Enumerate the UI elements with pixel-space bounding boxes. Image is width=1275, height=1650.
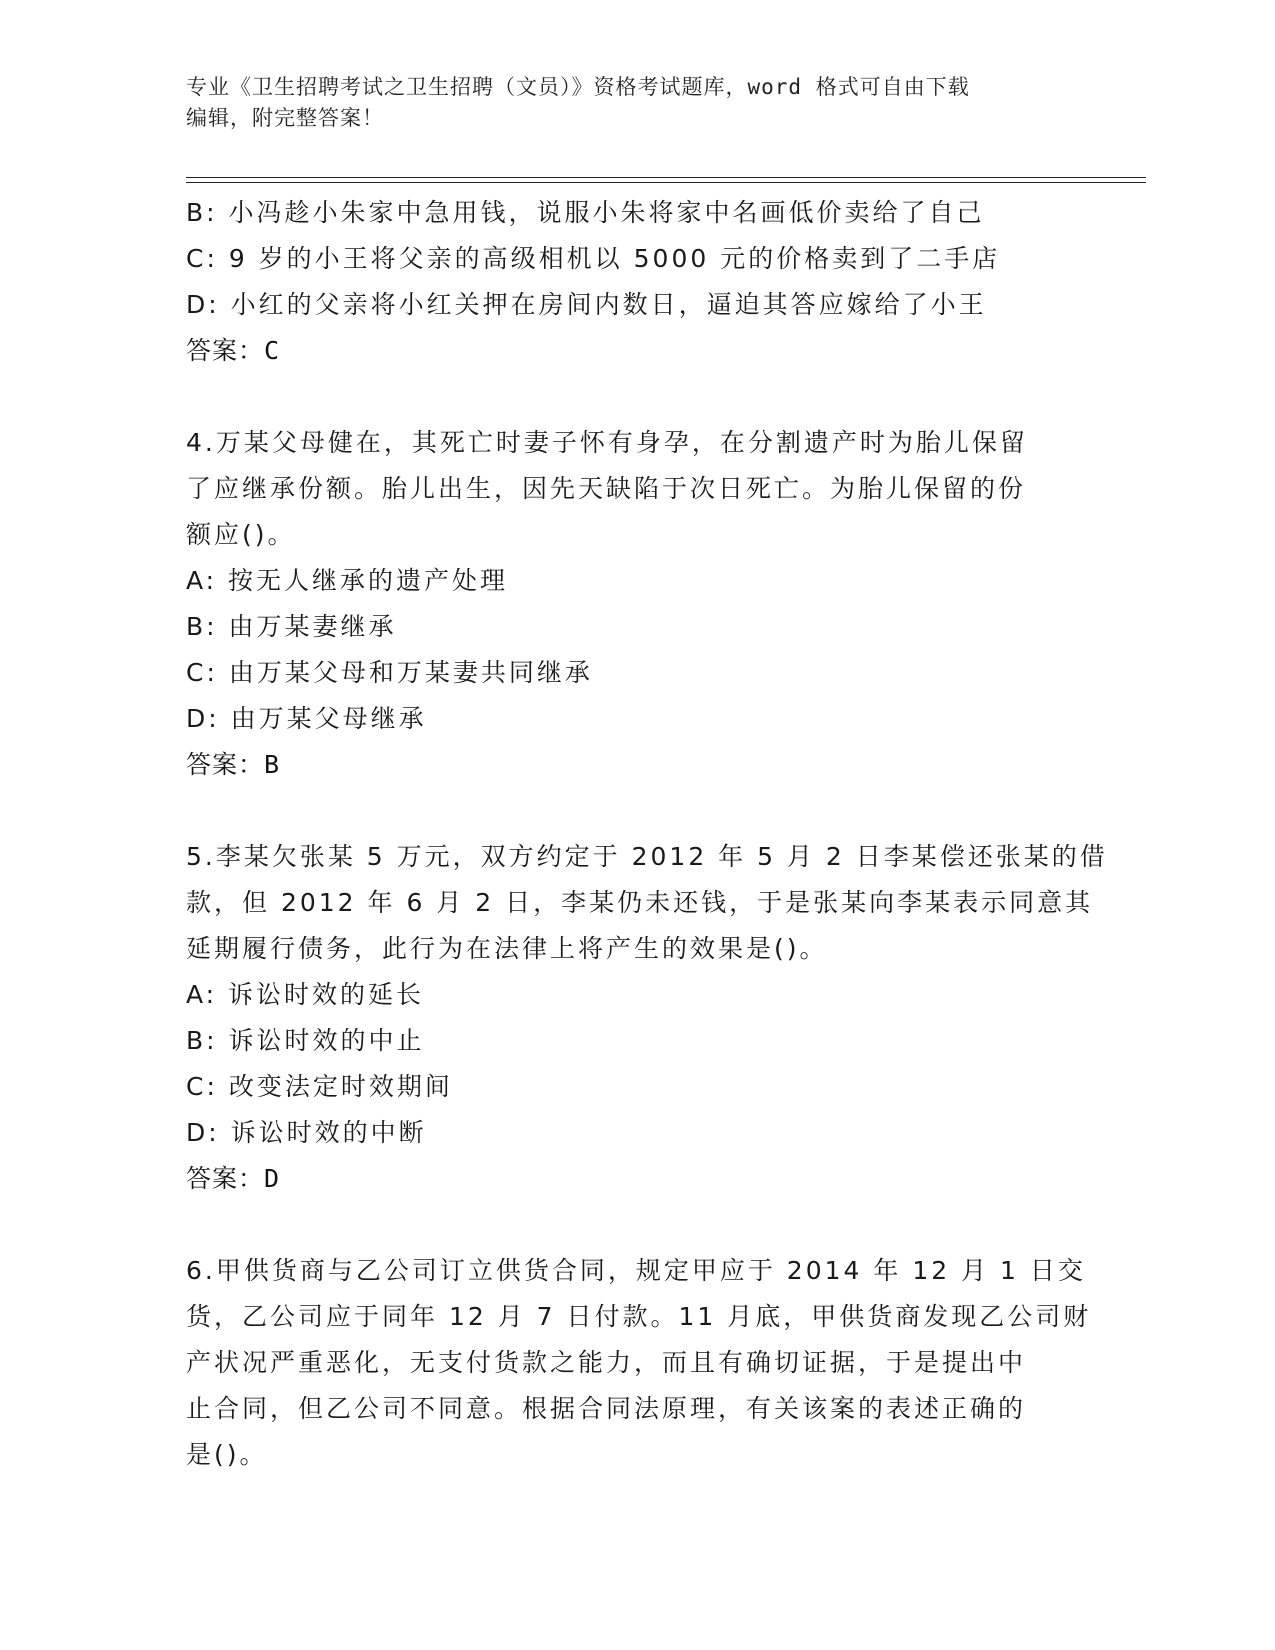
document-header	[186, 72, 1086, 134]
spacer	[186, 788, 1066, 834]
q3-option-d: D: 小红的父亲将小红关押在房间内数日，逼迫其答应嫁给了小王	[186, 290, 987, 319]
question-6	[186, 1248, 1092, 1478]
q3-answer: 答案：C	[186, 336, 281, 365]
q6-stem-line-3: 产状况严重恶化，无支付货款之能力，而且有确切证据，于是提出中	[186, 1348, 1027, 1377]
q5-option-d: D: 诉讼时效的中断	[186, 1118, 427, 1147]
question-list	[186, 190, 1108, 1478]
q3-option-c: C: 9 岁的小王将父亲的高级相机以 5000 元的价格卖到了二手店	[186, 244, 1001, 273]
q6-stem-line-5: 是()。	[186, 1440, 268, 1469]
q4-answer: 答案：B	[186, 750, 281, 779]
q5-option-b: B: 诉讼时效的中止	[186, 1026, 425, 1055]
q6-stem-line-2: 货，乙公司应于同年 12 月 7 日付款。11 月底，甲供货商发现乙公司财	[186, 1302, 1092, 1331]
header-line-2: 编辑，附完整答案！	[186, 106, 384, 130]
header-line-1: 专业《卫生招聘考试之卫生招聘（文员）》资格考试题库，word 格式可自由下载	[186, 75, 970, 99]
q4-stem-line-2: 了应继承份额。胎儿出生，因先天缺陷于次日死亡。为胎儿保留的份	[186, 474, 1027, 503]
question-4	[186, 420, 1066, 788]
header-rule-top	[186, 177, 1146, 178]
q4-option-c: C: 由万某父母和万某妻共同继承	[186, 658, 593, 687]
q4-stem-line-1: 4.万某父母健在，其死亡时妻子怀有身孕，在分割遗产时为胎儿保留	[186, 428, 1028, 457]
q4-option-a: A: 按无人继承的遗产处理	[186, 566, 509, 595]
q5-option-c: C: 改变法定时效期间	[186, 1072, 453, 1101]
q3-option-b: B: 小冯趁小朱家中急用钱，说服小朱将家中名画低价卖给了自己	[186, 198, 985, 227]
q4-option-d: D: 由万某父母继承	[186, 704, 427, 733]
question-3	[186, 190, 1066, 374]
spacer	[186, 374, 1066, 420]
q4-stem-line-3: 额应()。	[186, 520, 296, 549]
q4-option-b: B: 由万某妻继承	[186, 612, 397, 641]
q6-stem-line-1: 6.甲供货商与乙公司订立供货合同，规定甲应于 2014 年 12 月 1 日交	[186, 1256, 1086, 1285]
q5-stem-line-3: 延期履行债务，此行为在法律上将产生的效果是()。	[186, 934, 828, 963]
q6-stem-line-4: 止合同，但乙公司不同意。根据合同法原理，有关该案的表述正确的	[186, 1394, 1027, 1423]
q5-stem-line-1: 5.李某欠张某 5 万元，双方约定于 2012 年 5 月 2 日李某偿还张某的借	[186, 842, 1108, 871]
header-rule-bottom	[186, 182, 1146, 183]
spacer	[186, 1202, 1066, 1248]
q5-answer: 答案：D	[186, 1164, 281, 1193]
q5-option-a: A: 诉讼时效的延长	[186, 980, 425, 1009]
q5-stem-line-2: 款，但 2012 年 6 月 2 日，李某仍未还钱，于是张某向李某表示同意其	[186, 888, 1094, 917]
question-5	[186, 834, 1108, 1202]
